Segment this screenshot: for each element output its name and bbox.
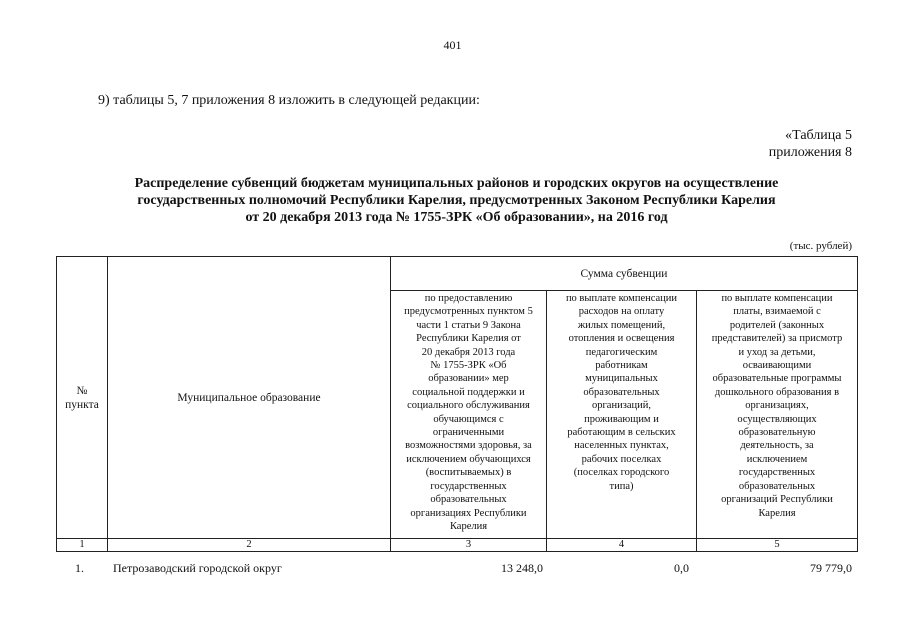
row-municipality: Петрозаводский городской округ <box>113 561 282 575</box>
amendment-intro: 9) таблицы 5, 7 приложения 8 изложить в следующей редакции: <box>98 93 480 108</box>
table-title-line-1: Распределение субвенций бюджетам муниципальных районов и городских округов на осуществление <box>134 176 779 191</box>
table-reference <box>769 127 852 161</box>
row-value-col-5: 79 779,0 <box>810 561 852 575</box>
table-title-line-3: от 20 декабря 2013 года № 1755-ЗРК «Об образовании», на 2016 год <box>245 210 668 225</box>
row-value-col-3: 13 248,0 <box>501 561 543 575</box>
header-col-5: по выплате компенсации платы, взимаемой с родителей (законных представителей) за присмотр и уход за детьми, осваивающими образовательные программы дошкольного образования в организациях, осуществляющих образовательную деятельность, за исключением государственных образовательных организаций Республики Карелия <box>697 291 858 539</box>
column-number-row <box>57 539 858 552</box>
header-subvention-sum: Сумма субвенции <box>391 257 858 291</box>
subvention-table <box>56 256 858 552</box>
column-number: 1 <box>57 539 108 552</box>
table-title <box>56 175 857 226</box>
header-col-4: по выплате компенсации расходов на оплату жилых помещений, отопления и освещения педагогическим работникам муниципальных образовательных организаций, проживающим и работающим в сельских населенных пунктах, рабочих поселках (поселках городского типа) <box>547 291 697 539</box>
table-row <box>0 561 905 576</box>
row-number: 1. <box>75 561 84 575</box>
header-col-3: по предоставлению предусмотренных пунктом 5 части 1 статьи 9 Закона Республики Карелия от 20 декабря 2013 года № 1755-ЗРК «Об образовании» мер социальной поддержки и социального обслуживания обучающимся с ограниченными возможностями здоровья, за исключением обучающихся (воспитываемых) в государственных образовательных организациях Республики Карелия <box>391 291 547 539</box>
page-number: 401 <box>443 38 462 52</box>
table-reference-line-1: «Таблица 5 <box>785 128 852 143</box>
table-title-line-2: государственных полномочий Республики Карелия, предусмотренных Законом Республики Карелия <box>137 193 776 208</box>
column-number: 4 <box>547 539 697 552</box>
header-municipality: Муниципальное образование <box>108 257 391 539</box>
column-number: 2 <box>108 539 391 552</box>
header-item-number: № пункта <box>57 257 108 539</box>
column-number: 5 <box>697 539 858 552</box>
table-reference-line-2: приложения 8 <box>768 145 852 160</box>
unit-label: (тыс. рублей) <box>789 240 852 252</box>
row-value-col-4: 0,0 <box>674 561 689 575</box>
column-number: 3 <box>391 539 547 552</box>
header-row-1 <box>57 257 858 291</box>
